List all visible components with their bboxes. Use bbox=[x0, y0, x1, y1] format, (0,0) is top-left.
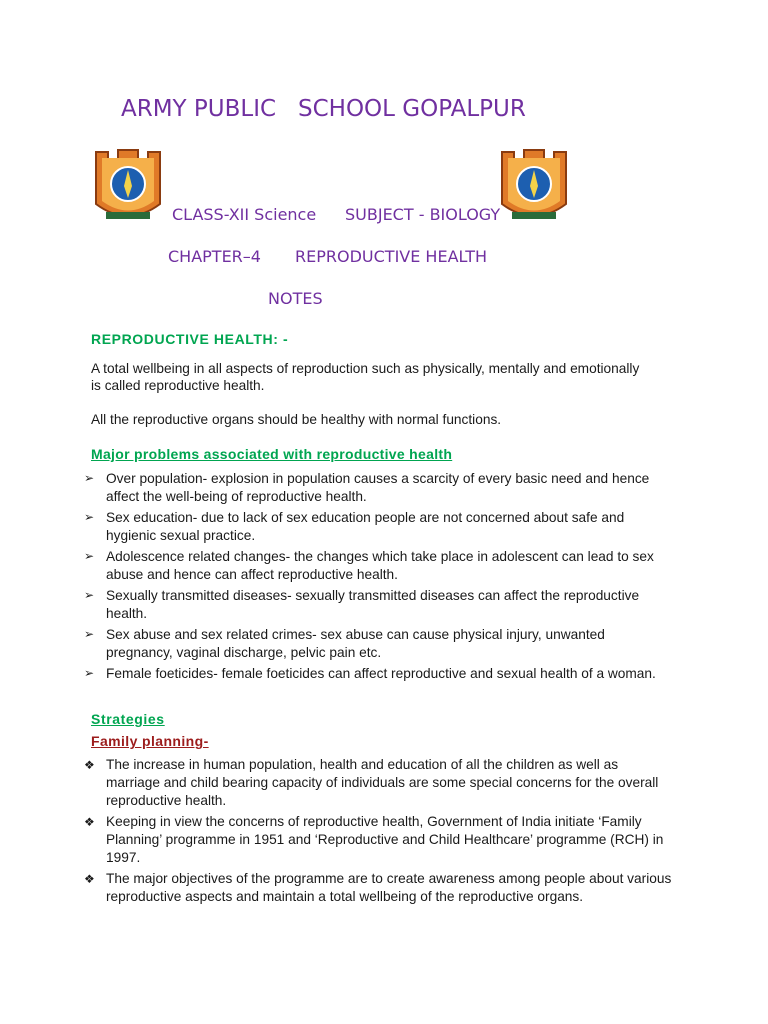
list-item: ➢ Adolescence related changes- the changes which take place in adolescent can lead to sex abuse and hence can affect reproductive health. bbox=[84, 549, 654, 582]
chapter-title: REPRODUCTIVE HEALTH bbox=[295, 247, 488, 266]
subheading-family-planning: Family planning- bbox=[91, 733, 209, 749]
arrow-bullet-icon: ➢ bbox=[84, 471, 95, 485]
diamond-bullet-icon: ❖ bbox=[84, 815, 95, 829]
problems-list bbox=[84, 470, 674, 687]
list-item: ➢ Female foeticides- female foeticides can affect reproductive and sexual health of a woman. bbox=[84, 666, 656, 681]
list-item: ❖ The increase in human population, health and education of all the children as well as marriage and child bearing capacity of individuals are some special concerns for the overall reproductive health. bbox=[84, 757, 659, 808]
arrow-bullet-icon: ➢ bbox=[84, 549, 95, 563]
army-school-emblem-icon bbox=[92, 146, 164, 226]
section-heading-major-problems: Major problems associated with reproductive health bbox=[91, 446, 453, 462]
class-label: CLASS-XII Science bbox=[172, 205, 317, 224]
notes-label: NOTES bbox=[268, 289, 323, 308]
arrow-bullet-icon: ➢ bbox=[84, 588, 95, 602]
arrow-bullet-icon: ➢ bbox=[84, 627, 95, 641]
diamond-bullet-icon: ❖ bbox=[84, 758, 95, 772]
army-school-emblem-icon bbox=[498, 146, 570, 226]
diamond-bullet-icon: ❖ bbox=[84, 872, 95, 886]
strategies-list bbox=[84, 756, 674, 909]
list-item: ➢ Over population- explosion in population causes a scarcity of every basic need and hence affect the well-being of reproductive health. bbox=[84, 471, 650, 504]
subject-label: SUBJECT - BIOLOGY bbox=[345, 205, 501, 224]
list-item: ❖ Keeping in view the concerns of reproductive health, Government of India initiate ‘Family Planning’ programme in 1951 and ‘Reproductive and Child Healthcare’ programme (RCH) in 1997. bbox=[84, 814, 664, 865]
section-heading-reproductive-health: REPRODUCTIVE HEALTH: - bbox=[91, 331, 289, 347]
arrow-bullet-icon: ➢ bbox=[84, 666, 95, 680]
organs-paragraph: All the reproductive organs should be healthy with normal functions. bbox=[91, 412, 502, 427]
list-item: ➢ Sexually transmitted diseases- sexually transmitted diseases can affect the reproductive health. bbox=[84, 588, 640, 621]
arrow-bullet-icon: ➢ bbox=[84, 510, 95, 524]
list-item: ❖ The major objectives of the programme are to create awareness among people about various reproductive aspects and maintain a total wellbeing of the reproductive organs. bbox=[84, 871, 672, 904]
list-item: ➢ Sex abuse and sex related crimes- sex abuse can cause physical injury, unwanted pregnancy, vaginal discharge, pelvic pain etc. bbox=[84, 627, 605, 660]
list-item: ➢ Sex education- due to lack of sex education people are not concerned about safe and hygienic sexual practice. bbox=[84, 510, 625, 543]
section-heading-strategies: Strategies bbox=[91, 711, 165, 727]
chapter-number: CHAPTER–4 bbox=[168, 247, 261, 266]
school-name: ARMY PUBLIC SCHOOL GOPALPUR bbox=[121, 96, 526, 122]
definition-paragraph: A total wellbeing in all aspects of reproduction such as physically, mentally and emotionally is called reproductive health. bbox=[91, 361, 640, 393]
